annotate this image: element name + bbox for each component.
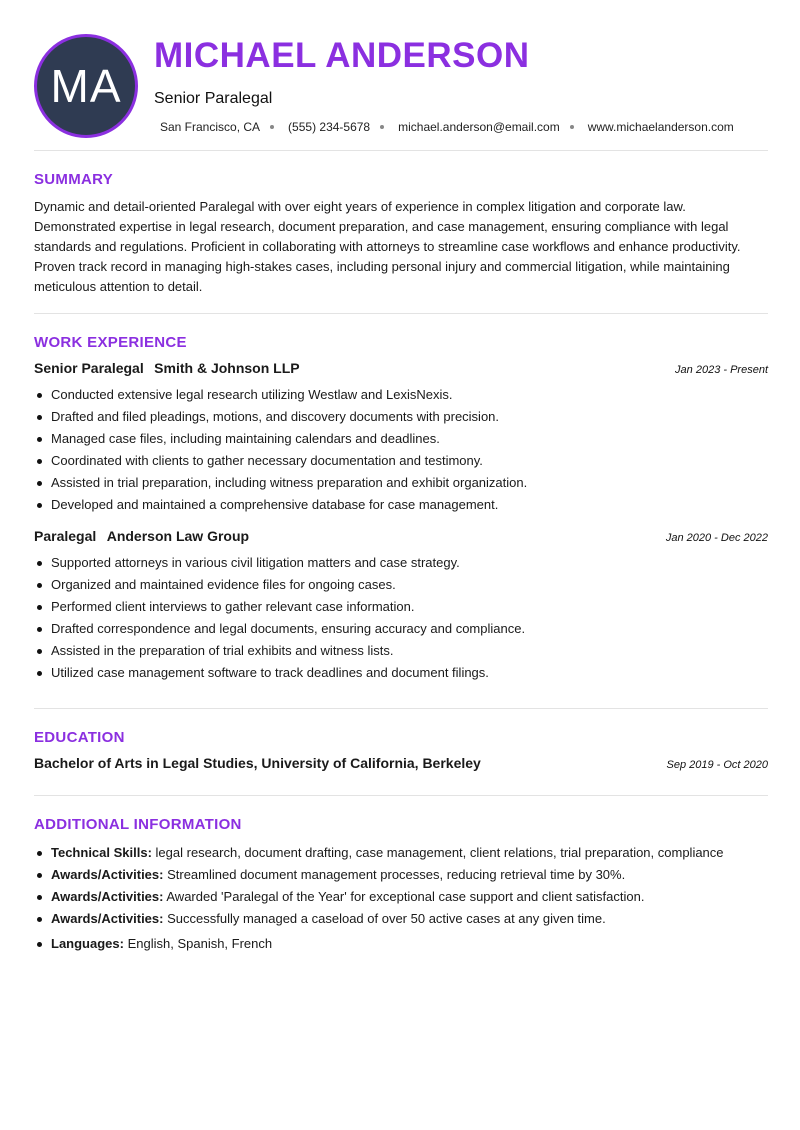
job-header	[34, 360, 768, 378]
section-title-additional-info: ADDITIONAL INFORMATION	[34, 816, 242, 833]
contact-email[interactable]: michael.anderson@email.com	[398, 120, 560, 134]
contact-website[interactable]: www.michaelanderson.com	[587, 120, 734, 134]
additional-info-list	[34, 842, 768, 955]
separator-dot	[570, 125, 574, 129]
work-experience-section	[34, 314, 768, 684]
separator-dot	[270, 125, 274, 129]
candidate-title: Senior Paralegal	[154, 90, 273, 107]
job-entry	[34, 360, 768, 516]
info-label: Awards/Activities:	[51, 867, 164, 882]
bullet-item: Performed client interviews to gather relevant case information.	[34, 596, 768, 618]
separator-dot	[380, 125, 384, 129]
bullet-item: Assisted in trial preparation, including witness preparation and exhibit organization.	[34, 472, 768, 494]
info-label: Technical Skills:	[51, 845, 152, 860]
info-label: Languages:	[51, 936, 124, 951]
bullet-item: Developed and maintained a comprehensive database for case management.	[34, 494, 768, 516]
additional-info-section	[34, 796, 768, 955]
bullet-item: Organized and maintained evidence files for ongoing cases.	[34, 574, 768, 596]
contact-bar	[160, 120, 734, 134]
bullet-item: Drafted correspondence and legal documents, ensuring accuracy and compliance.	[34, 618, 768, 640]
summary-text: Dynamic and detail-oriented Paralegal with over eight years of experience in complex litigation and corporate law. Demonstrated expertise in legal research, document preparation, and case management, ensuring compliance with legal standards and regulations. Proficient in collaborating with attorneys to streamline case workflows and enhance productivity. Proven track record in managing high-stakes cases, including personal injury and commercial litigation, while maintaining meticulous attention to detail.	[34, 199, 741, 294]
bullet-item: Conducted extensive legal research utilizing Westlaw and LexisNexis.	[34, 384, 768, 406]
resume-header	[34, 34, 768, 150]
section-title-summary: SUMMARY	[34, 171, 114, 188]
info-item	[34, 908, 768, 930]
job-header	[34, 528, 768, 546]
section-title-work-experience: WORK EXPERIENCE	[34, 334, 187, 351]
bullet-item: Supported attorneys in various civil litigation matters and case strategy.	[34, 552, 768, 574]
job-role: Paralegal	[34, 528, 97, 544]
info-item	[34, 886, 768, 908]
contact-phone: (555) 234-5678	[288, 120, 371, 134]
info-item	[34, 842, 768, 864]
section-title-education: EDUCATION	[34, 729, 125, 746]
info-text: Successfully managed a caseload of over 50 active cases at any given time.	[167, 911, 606, 926]
resume-page	[34, 34, 768, 967]
info-text: English, Spanish, French	[127, 936, 273, 951]
job-dates: Jan 2020 - Dec 2022	[665, 532, 768, 544]
education-section	[34, 709, 768, 795]
info-text: Streamlined document management processes, reducing retrieval time by 30%.	[167, 867, 626, 882]
job-role: Senior Paralegal	[34, 360, 144, 376]
candidate-name: MICHAEL ANDERSON	[154, 36, 530, 75]
job-company: Anderson Law Group	[106, 528, 250, 544]
education-degree: Bachelor of Arts in Legal Studies, University of California, Berkeley	[34, 755, 481, 771]
summary-section	[34, 151, 768, 313]
contact-location: San Francisco, CA	[160, 120, 261, 134]
education-entry	[34, 755, 768, 795]
bullet-item: Managed case files, including maintaining calendars and deadlines.	[34, 428, 768, 450]
job-entry	[34, 528, 768, 684]
info-label: Awards/Activities:	[51, 889, 164, 904]
job-company: Smith & Johnson LLP	[154, 360, 300, 376]
info-label: Awards/Activities:	[51, 911, 164, 926]
education-dates: Sep 2019 - Oct 2020	[666, 759, 768, 771]
job-dates: Jan 2023 - Present	[675, 364, 768, 376]
info-text: legal research, document drafting, case management, client relations, trial preparation, compliance	[155, 845, 724, 860]
avatar	[34, 34, 138, 138]
bullet-item: Coordinated with clients to gather necessary documentation and testimony.	[34, 450, 768, 472]
bullet-item: Assisted in the preparation of trial exhibits and witness lists.	[34, 640, 768, 662]
info-item	[34, 864, 768, 886]
job-bullets	[34, 552, 768, 684]
bullet-item: Utilized case management software to track deadlines and document filings.	[34, 662, 768, 684]
info-text: Awarded 'Paralegal of the Year' for exceptional case support and client satisfaction.	[166, 889, 645, 904]
info-item	[34, 933, 768, 955]
bullet-item: Drafted and filed pleadings, motions, and discovery documents with precision.	[34, 406, 768, 428]
avatar-initials: MA	[50, 60, 122, 112]
job-bullets	[34, 384, 768, 516]
